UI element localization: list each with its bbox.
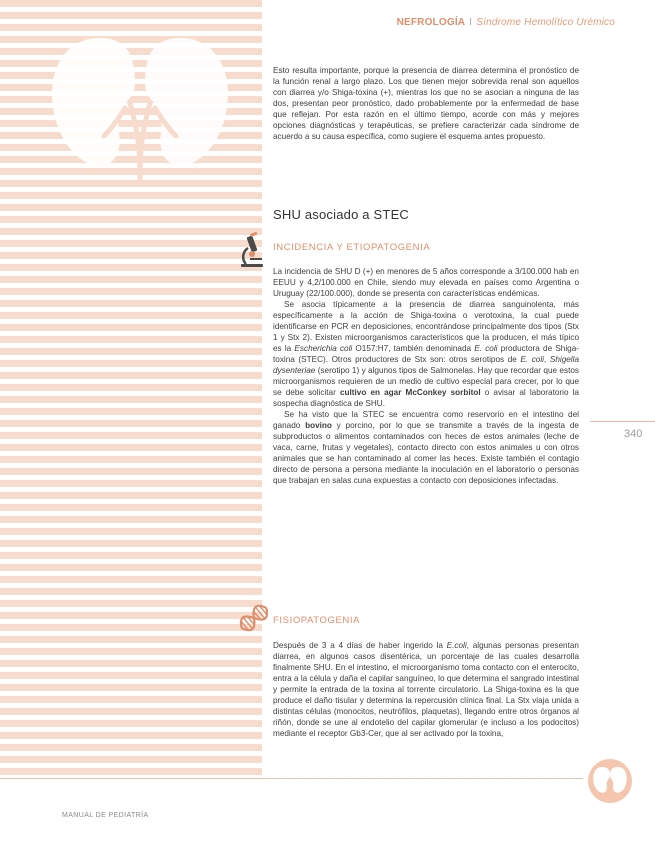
intro-text — [273, 65, 579, 142]
incidencia-text — [273, 266, 579, 486]
dna-icon — [236, 600, 272, 636]
incidencia-paragraph-2: Se asocia típicamente a la presencia de diarrea sanguinolenta, más específicamente a la acción de Shiga-toxina o verotoxina, la cual puede identificarse en PCR en deposiciones, encontrándose principalmente dos tipos (Stx 1 y Stx 2). Existen microorganismos característicos que la producen, el más típico es la Escherichia coli O157:H7, también denominada E. coli productora de Shiga-toxina (STEC). Otros productores de Stx son: otros serotipos de E. coli, Shigella dysenteriae (serotipo 1) y algunos tipos de Salmonelas. Hay que recordar que estos microorganismos requieren de un medio de cultivo especial para crecer, por lo que se debe solicitar cultivo en agar McConkey sorbitol o avisar al laboratorio la sospecha diagnóstica de SHU. — [273, 300, 579, 408]
page-number-rule — [590, 421, 655, 422]
header-topic: Síndrome Hemolítico Urémico — [476, 17, 615, 28]
footer-title: MANUAL DE PEDIATRÍA — [62, 812, 149, 819]
footer-rule — [0, 778, 583, 779]
page-number: 340 — [624, 428, 643, 440]
header-separator: I — [469, 17, 473, 28]
section-title: SHU asociado a STEC — [273, 207, 410, 222]
microscope-icon — [238, 232, 268, 268]
fisiopatogenia-text — [273, 640, 579, 739]
header-section: NEFROLOGÍA — [396, 17, 466, 28]
incidencia-paragraph-3: Se ha visto que la STEC se encuentra como reservorio en el intestino del ganado bovino y porcino, por lo que se transmite a través de la ingesta de subproductos o alimentos contaminados con heces de estos animales (leche de vaca, carne, frutas y vegetales), contacto directo con estos animales u con otros animales que se han contaminado al comer las heces. Existe también el contagio directo de persona a persona mediante la inoculación en el laboratorio o personas que trabajan en salas cuna expuestas a contacto con deposiciones infectadas. — [273, 410, 579, 485]
footer-kidney-logo-icon — [587, 758, 633, 804]
intro-paragraph: Esto resulta importante, porque la presencia de diarrea determina el pronóstico de la función renal a largo plazo. Los que tienen mejor sobrevida renal son aquellos con diarrea y/o Shiga-toxina (+), mientras los que no se asocian a ninguna de las dos, presentan peor pronóstico, dado probablemente por la enfermedad de base que reflejan. Por esta razón en el último tiempo, acorde con más y mejores opciones diagnósticas y terapéuticas, se prefiere caracterizar cada síndrome de acuerdo a su causa específica, como sugiere el esquema antes propuesto. — [273, 66, 579, 141]
running-header — [397, 17, 615, 28]
kidneys-icon — [40, 28, 240, 188]
incidencia-title: INCIDENCIA Y ETIOPATOGENIA — [273, 242, 431, 253]
fisiopatogenia-title: FISIOPATOGENIA — [273, 615, 361, 626]
incidencia-paragraph-1: La incidencia de SHU D (+) en menores de 5 años corresponde a 3/100.000 hab en EEUU y 4,2/100.000 en Chile, siendo muy elevada en países como Argentina o Uruguay (22/100.000), donde se presenta con características endémicas. — [273, 267, 579, 298]
fisiopatogenia-paragraph-1: Después de 3 a 4 días de haber ingerido la E.coli, algunas personas presentan diarrea, en algunos casos disentérica, un porcentaje de las cuales desarrolla finalmente SHU. En el intestino, el microorganismo toma contacto con el enterocito, entra a la célula y daña el capilar sanguíneo, lo que determina el sangrado intestinal y permite la entrada de la toxina al torrente circulatorio. La Shiga-toxina es la que produce el daño tisular y determina la repercusión clínica final. La Stx viaja unida a distintas células (monocitos, neutrófilos, plaquetas), llegando entre otros órganos al riñón, donde se une al endotelio del capilar glomerular (e incluso a los podocitos) mediante el receptor Gb3-Cer, que al ser activado por la toxina, — [273, 641, 579, 738]
